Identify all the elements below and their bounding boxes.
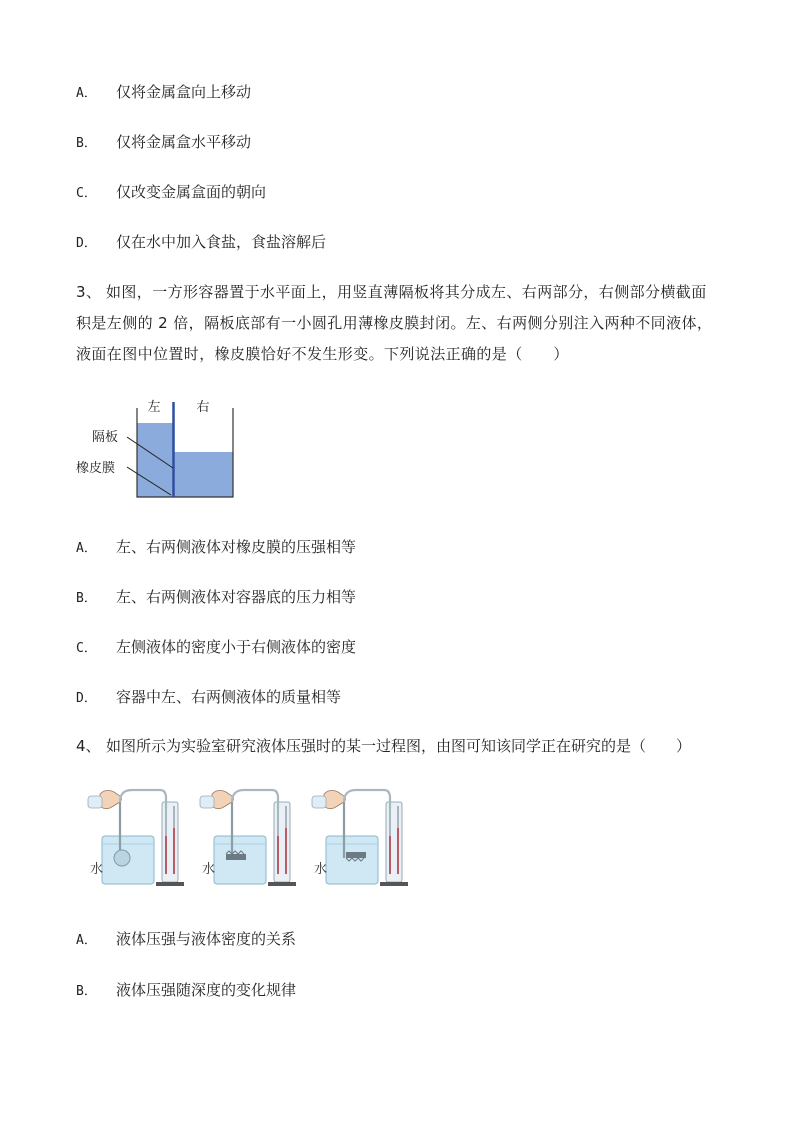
question-number: 4、: [76, 737, 101, 755]
option-b-prev: [76, 132, 251, 154]
option-text: 左侧液体的密度小于右侧液体的密度: [116, 638, 357, 656]
option-letter: D．: [76, 691, 97, 706]
question-3: [76, 277, 721, 370]
option-a-prev: [76, 82, 251, 104]
option-letter: A．: [76, 86, 97, 101]
option-text: 左、右两侧液体对容器底的压力相等: [116, 588, 357, 606]
option-text: 仅改变金属盒面的朝向: [116, 183, 267, 201]
q4-option-b: [76, 980, 296, 1002]
label-partition: 隔板: [92, 430, 119, 445]
probe-box: [226, 854, 246, 860]
label-right: 右: [196, 400, 210, 415]
option-c-prev: [76, 182, 266, 204]
option-d-prev: [76, 232, 326, 254]
q4-option-a: [76, 929, 296, 951]
option-letter: D．: [76, 236, 97, 251]
option-text: 仅将金属盒向上移动: [116, 83, 252, 101]
option-letter: C．: [76, 641, 97, 656]
option-letter: B．: [76, 136, 97, 151]
q3-option-d: [76, 687, 341, 709]
question-text: 如图，一方形容器置于水平面上，用竖直薄隔板将其分成左、右两部分，右侧部分横截面积是左侧的 2 倍，隔板底部有一小圆孔用薄橡皮膜封闭。左、右两侧分别注入两种不同液体，液面在图中位置时，橡皮膜恰好不发生形变。下列说法正确的是（ ）: [76, 283, 713, 363]
option-text: 左、右两侧液体对橡皮膜的压强相等: [116, 538, 357, 556]
question-number: 3、: [76, 283, 102, 301]
left-liquid: [137, 423, 173, 497]
option-text: 仅将金属盒水平移动: [116, 133, 252, 151]
label-left: 左: [147, 400, 161, 415]
label-membrane: 橡皮膜: [76, 461, 116, 476]
setup-1: [88, 790, 184, 886]
q3-option-a: [76, 537, 356, 559]
probe-box: [346, 852, 366, 858]
option-letter: A．: [76, 541, 97, 556]
option-letter: C．: [76, 186, 97, 201]
right-liquid: [174, 452, 233, 497]
option-letter: B．: [76, 984, 97, 999]
container-figure: [70, 390, 250, 505]
option-letter: B．: [76, 591, 97, 606]
label-water: 水: [202, 862, 216, 877]
q3-option-c: [76, 637, 356, 659]
q3-option-b: [76, 587, 356, 609]
probe-box: [114, 850, 130, 866]
label-water: 水: [90, 862, 104, 877]
option-text: 仅在水中加入食盐，食盐溶解后: [116, 233, 327, 251]
option-letter: A．: [76, 933, 97, 948]
option-text: 液体压强与液体密度的关系: [116, 930, 297, 948]
option-text: 液体压强随深度的变化规律: [116, 981, 297, 999]
option-text: 容器中左、右两侧液体的质量相等: [116, 688, 342, 706]
label-water: 水: [314, 862, 328, 877]
setup-3: [312, 790, 408, 886]
pressure-experiment-figure: [80, 788, 420, 893]
question-4: [76, 736, 691, 756]
setup-2: [200, 790, 296, 886]
question-text: 如图所示为实验室研究液体压强时的某一过程图，由图可知该同学正在研究的是（ ）: [106, 737, 692, 755]
